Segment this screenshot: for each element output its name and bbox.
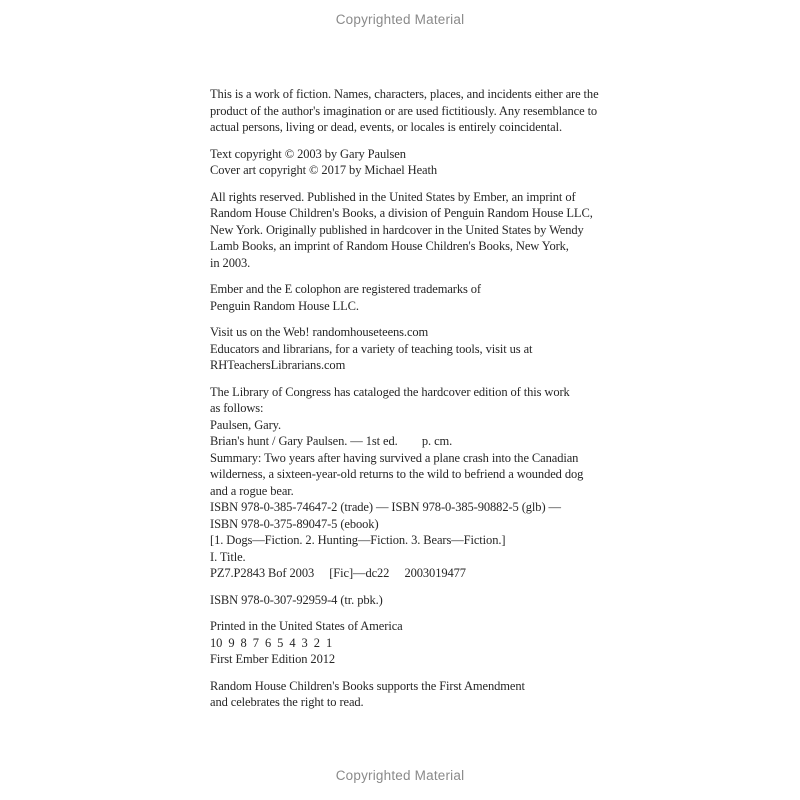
fiction-disclaimer-paragraph — [210, 86, 770, 136]
rights-publisher-paragraph — [210, 189, 770, 272]
text-line: Text copyright © 2003 by Gary Paulsen — [210, 146, 406, 161]
text-line: RHTeachersLibrarians.com — [210, 358, 346, 372]
text-line: ISBN 978-0-385-74647-2 (trade) — ISBN 978-0-385-90882-5 (glb) — — [210, 500, 561, 514]
copyright-text-block — [210, 86, 770, 721]
text-line: I. Title. — [210, 549, 246, 564]
first-amendment-paragraph — [210, 678, 770, 711]
footer-watermark: Copyrighted Material — [335, 768, 465, 783]
text-line: Cover art copyright © 2017 by Michael Heath — [210, 163, 438, 177]
text-line: Random House Children's Books, a division of Penguin Random House LLC, — [210, 206, 593, 220]
text-line: First Ember Edition 2012 — [210, 652, 336, 666]
text-line: in 2003. — [210, 255, 251, 270]
text-line: Random House Children's Books supports the First Amendment — [210, 678, 525, 693]
web-links-paragraph — [210, 324, 770, 374]
text-line: Educators and librarians, for a variety of teaching tools, visit us at — [210, 341, 533, 356]
text-line: Lamb Books, an imprint of Random House Children's Books, New York, — [210, 239, 569, 253]
copyright-notice-paragraph — [210, 146, 770, 179]
library-of-congress-paragraph — [210, 384, 770, 582]
text-line: ISBN 978-0-307-92959-4 (tr. pbk.) — [210, 592, 383, 607]
printing-edition-paragraph — [210, 618, 770, 668]
text-line: Penguin Random House LLC. — [210, 298, 359, 313]
text-line: 10 9 8 7 6 5 4 3 2 1 — [210, 635, 333, 650]
text-line: and celebrates the right to read. — [210, 695, 364, 709]
text-line: PZ7.P2843 Bof 2003 [Fic]—dc22 2003019477 — [210, 566, 466, 580]
text-line: ISBN 978-0-375-89047-5 (ebook) — [210, 516, 379, 531]
text-line: All rights reserved. Published in the United States by Ember, an imprint of — [210, 189, 576, 204]
text-line: Printed in the United States of America — [210, 619, 403, 633]
text-line: The Library of Congress has cataloged the hardcover edition of this work — [210, 384, 570, 399]
text-line: [1. Dogs—Fiction. 2. Hunting—Fiction. 3. Bears—Fiction.] — [210, 533, 506, 547]
text-line: Visit us on the Web! randomhouseteens.com — [210, 325, 429, 339]
text-line: Ember and the E colophon are registered trademarks of — [210, 282, 481, 296]
trademark-paragraph — [210, 281, 770, 314]
text-line: Paulsen, Gary. — [210, 417, 282, 432]
header-watermark: Copyrighted Material — [335, 12, 465, 27]
text-line: This is a work of fiction. Names, characters, places, and incidents either are the — [210, 87, 599, 101]
text-line: product of the author's imagination or are used fictitiously. Any resemblance to — [210, 103, 598, 118]
text-line: wilderness, a sixteen-year-old returns to the wild to befriend a wounded dog — [210, 467, 584, 481]
text-line: New York. Originally published in hardcover in the United States by Wendy — [210, 222, 584, 237]
text-line: Brian's hunt / Gary Paulsen. — 1st ed. p. cm. — [210, 434, 453, 448]
text-line: and a rogue bear. — [210, 483, 294, 498]
text-line: actual persons, living or dead, events, or locales is entirely coincidental. — [210, 120, 563, 134]
text-line: Summary: Two years after having survived a plane crash into the Canadian — [210, 450, 579, 465]
text-line: as follows: — [210, 401, 264, 415]
isbn-paperback-paragraph — [210, 592, 770, 609]
